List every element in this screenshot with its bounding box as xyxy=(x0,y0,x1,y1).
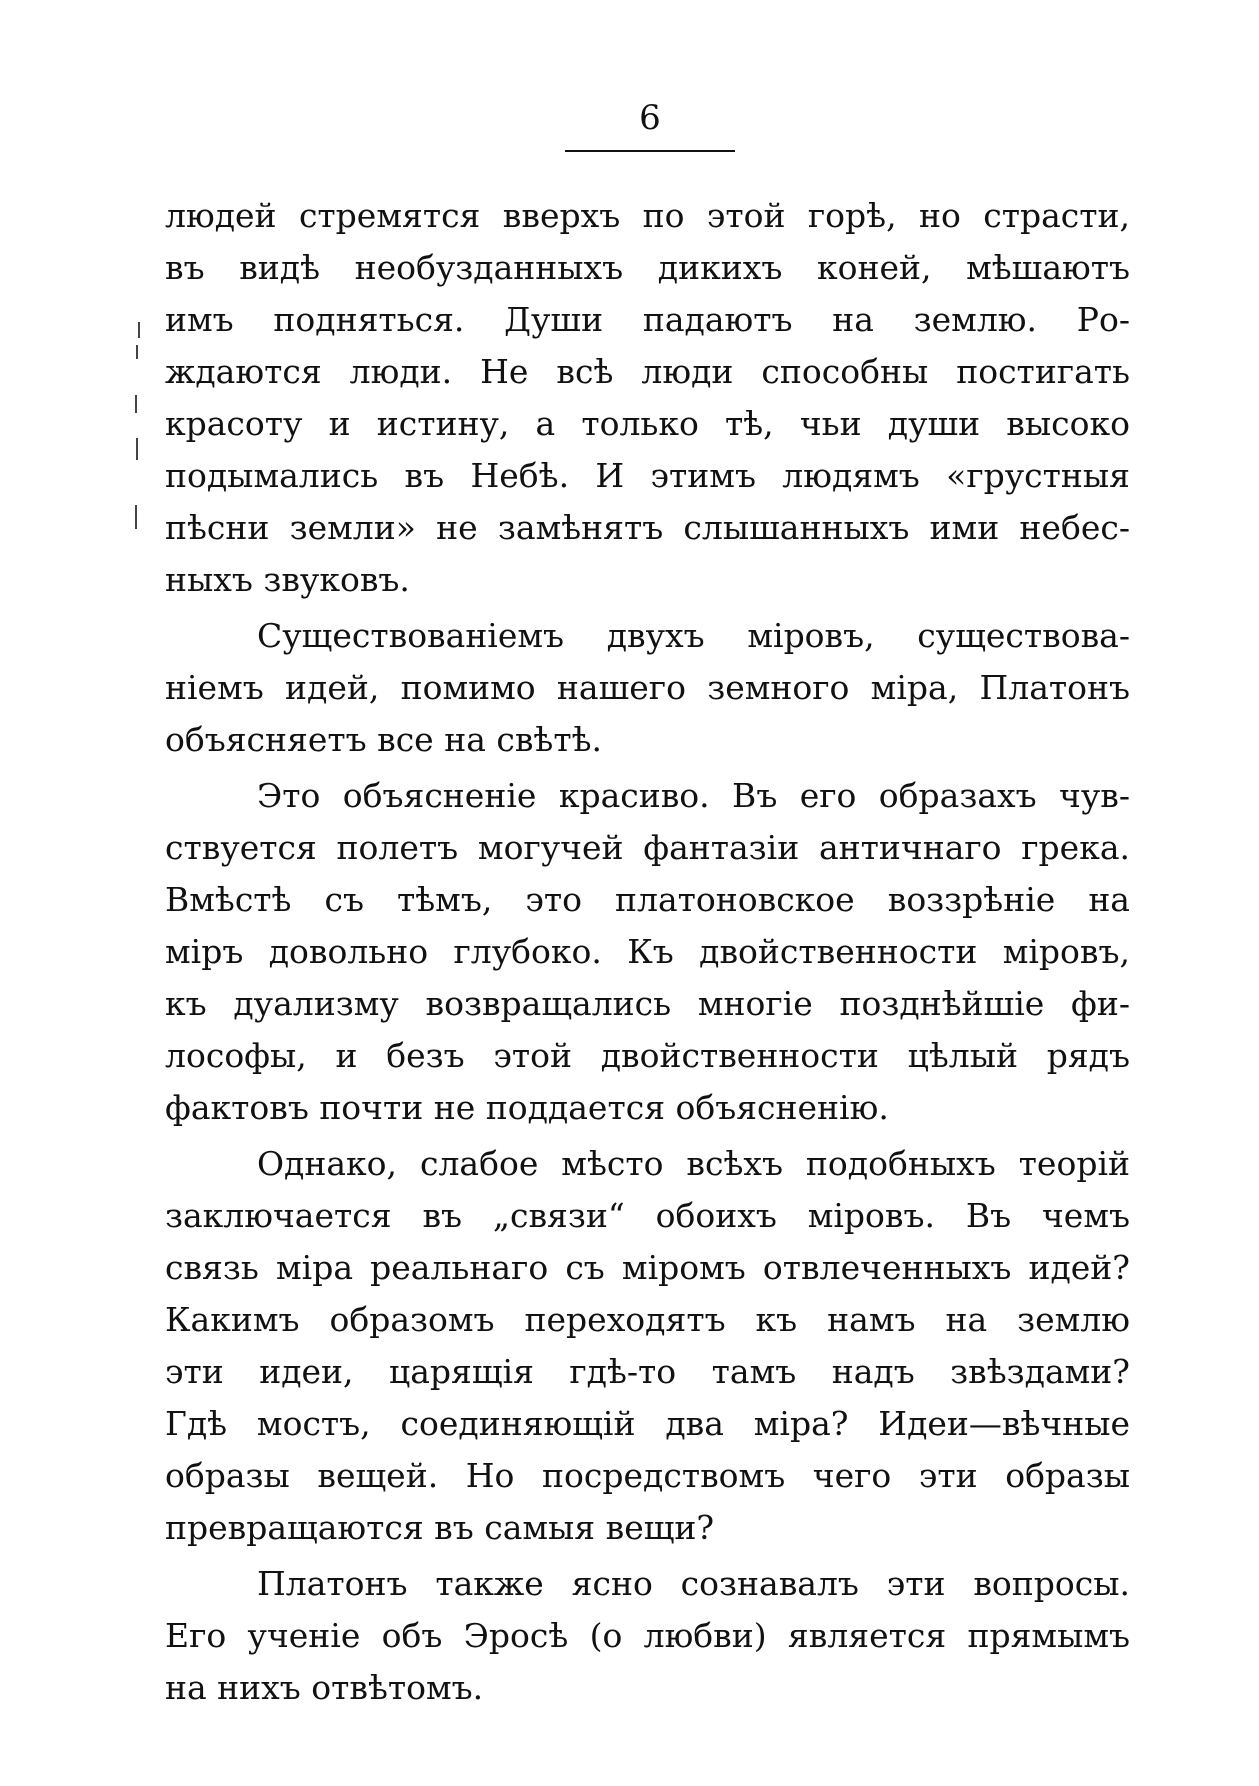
margin-mark xyxy=(135,505,137,529)
text-line: подымались въ Небѣ. И этимъ людямъ «грустныя xyxy=(165,456,1130,495)
text-line: объясняетъ все на свѣтѣ. xyxy=(165,720,602,759)
text-line: красоту и истину, а только тѣ, чьи души высоко xyxy=(165,404,1130,443)
text-line: на нихъ отвѣтомъ. xyxy=(165,1668,484,1707)
paragraph xyxy=(165,1138,1130,1554)
text-line: въ видѣ необузданныхъ дикихъ коней, мѣшаютъ xyxy=(165,248,1130,287)
text-line: фактовъ почти не поддается объясненію. xyxy=(165,1088,889,1127)
body-text xyxy=(165,190,1130,1714)
page-number: 6 xyxy=(639,98,661,138)
text-line: людей стремятся вверхъ по этой горѣ, но страсти, xyxy=(165,196,1130,235)
text-line: Однако, слабое мѣсто всѣхъ подобныхъ теорій xyxy=(257,1144,1130,1183)
text-line: ніемъ идей, помимо нашего земного міра, Платонъ xyxy=(165,668,1130,707)
paragraph xyxy=(165,610,1130,766)
text-line: къ дуализму возвращались многіе позднѣйшіе фи- xyxy=(165,984,1130,1023)
paragraph xyxy=(165,190,1130,606)
text-line: превращаются въ самыя вещи? xyxy=(165,1508,715,1547)
margin-mark xyxy=(138,322,140,338)
text-line: ждаются люди. Не всѣ люди способны постигать xyxy=(165,352,1130,391)
text-line: имъ подняться. Души падаютъ на землю. Ро- xyxy=(165,300,1130,339)
paragraph xyxy=(165,1558,1130,1714)
text-line: эти идеи, царящія гдѣ-то тамъ надъ звѣздами? xyxy=(165,1352,1130,1391)
text-line: міръ довольно глубоко. Къ двойственности міровъ, xyxy=(165,932,1130,971)
text-line: Гдѣ мостъ, соединяющій два міра? Идеи—вѣчные xyxy=(165,1404,1130,1443)
text-line: ныхъ звуковъ. xyxy=(165,560,410,599)
text-line: Его ученіе объ Эросѣ (о любви) является прямымъ xyxy=(165,1616,1130,1655)
text-line: Существованіемъ двухъ міровъ, существова- xyxy=(257,616,1130,655)
text-line: Вмѣстѣ съ тѣмъ, это платоновское воззрѣніе на xyxy=(165,880,1130,919)
text-line: пѣсни земли» не замѣнятъ слышанныхъ ими небес- xyxy=(165,508,1130,547)
text-line: заключается въ „связи“ обоихъ міровъ. Въ чемъ xyxy=(165,1196,1130,1235)
text-line: Это объясненіе красиво. Въ его образахъ чув- xyxy=(257,776,1130,815)
text-line: образы вещей. Но посредствомъ чего эти образы xyxy=(165,1456,1130,1495)
text-line: Платонъ также ясно сознавалъ эти вопросы. xyxy=(257,1564,1130,1603)
margin-mark xyxy=(136,438,138,460)
text-line: ствуется полетъ могучей фантазіи античнаго грека. xyxy=(165,828,1130,867)
margin-mark xyxy=(136,345,138,359)
paragraph xyxy=(165,770,1130,1134)
page-number-rule xyxy=(565,150,735,152)
margin-mark xyxy=(135,395,137,413)
text-line: лософы, и безъ этой двойственности цѣлый рядъ xyxy=(165,1036,1130,1075)
text-line: Какимъ образомъ переходятъ къ намъ на землю xyxy=(165,1300,1130,1339)
text-line: связь міра реальнаго съ міромъ отвлеченныхъ идей? xyxy=(165,1248,1130,1287)
